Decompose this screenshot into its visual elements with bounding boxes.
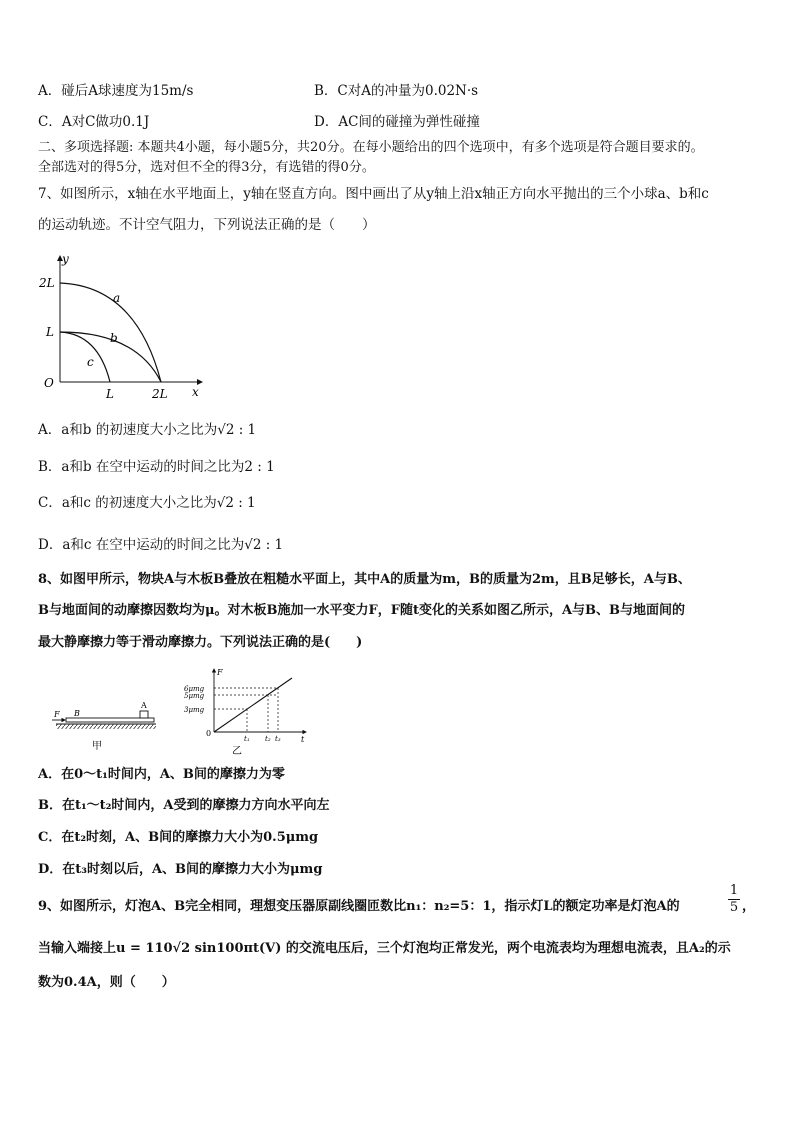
q7-tick-2L-x: 2L (152, 387, 168, 401)
q7-tick-L-x: L (106, 387, 114, 401)
q7-label-origin: O (44, 376, 54, 390)
q7-trajectory-figure (36, 250, 208, 402)
prev-option-b: B．C对A的冲量为0.02N·s (314, 83, 479, 99)
q7-option-b: B．a和b 在空中运动的时间之比为2 : 1 (38, 459, 275, 475)
q8-option-d: D．在t₃时刻以后，A、B间的摩擦力大小为μmg (38, 862, 323, 877)
q9-stem-line2: 当输入端接上u = 110√2 sin100πt(V) 的交流电压后，三个灯泡均正常发光，两个电流表均为理想电流表，且A₂的示 (38, 941, 731, 956)
q9-fraction (728, 884, 740, 915)
q7-label-curve-b: b (110, 331, 118, 345)
q8-jia-label-a: A (141, 701, 147, 710)
q9-fraction-tail: ， (742, 899, 756, 914)
q9-fraction-denominator: 5 (729, 900, 739, 915)
q7-curve-c (60, 332, 110, 382)
q8-option-a: A．在0～t₁时间内，A、B间的摩擦力为零 (38, 767, 285, 782)
q8-figure-yi (174, 664, 316, 758)
q8-yi-tick-3: 3μmg (184, 706, 205, 714)
q8-yi-label-t: t (301, 735, 305, 744)
q8-board-b (66, 718, 154, 722)
q8-jia-label-f: F (54, 710, 60, 719)
q8-yi-label-origin: 0 (206, 729, 212, 738)
q9-stem-line3: 数为0.4A，则（ ） (38, 975, 175, 990)
q7-tick-L-y: L (46, 325, 54, 339)
q8-stem-line1: 8、如图甲所示，物块A与木板B叠放在粗糙水平面上，其中A的质量为m，B的质量为2m，且B足够长，A与B、 (38, 572, 691, 587)
q7-stem-line2: 的运动轨迹。不计空气阻力，下列说法正确的是（ ） (38, 217, 376, 233)
q8-option-b: B．在t₁～t₂时间内，A受到的摩擦力方向水平向左 (38, 798, 330, 813)
q7-stem-line1: 7、如图所示，x轴在水平地面上，y轴在竖直方向。图中画出了从y轴上沿x轴正方向水平抛出的三个小球a、b和c (38, 186, 709, 202)
section-2-intro-line1: 二、多项选择题: 本题共4小题，每小题5分，共20分。在每小题给出的四个选项中，有多个选项是符合题目要求的。 (38, 140, 704, 155)
q7-label-curve-a: a (113, 291, 121, 305)
q7-option-c: C．a和c 的初速度大小之比为√2 : 1 (38, 495, 256, 511)
q7-tick-2L-y: 2L (39, 276, 55, 290)
q8-jia-label-b: B (74, 709, 80, 718)
q8-yi-tick-5: 5μmg (184, 692, 205, 700)
q8-yi-label-f: F (217, 668, 223, 677)
q8-ground-hatch (56, 724, 156, 729)
q8-stem-line2: B与地面间的动摩擦因数均为μ。对木板B施加一水平变力F，F随t变化的关系如图乙所示，A与B、B与地面间的 (38, 603, 686, 618)
q8-yi-tick-6: 6μmg (184, 685, 205, 693)
section-2-intro-line2: 全部选对的得5分，选对但不全的得3分，有选错的得0分。 (38, 160, 375, 175)
q7-label-curve-c: c (87, 355, 94, 369)
q8-option-c: C．在t₂时刻，A、B间的摩擦力大小为0.5μmg (38, 830, 319, 845)
q9-stem-line1: 9、如图所示，灯泡A、B完全相同，理想变压器原副线圈匝数比n₁：n₂=5：1，指示灯L的额定功率是灯泡A的 (38, 899, 680, 914)
q8-yi-tick-t1: t₁ (244, 735, 250, 743)
prev-option-c: C．A对C做功0.1J (38, 114, 150, 130)
q8-figure-jia (48, 696, 158, 754)
prev-option-d: D．AC间的碰撞为弹性碰撞 (314, 114, 480, 130)
q8-yi-f-line (214, 678, 292, 732)
q9-fraction-numerator: 1 (729, 883, 739, 898)
q8-block-a (140, 711, 148, 718)
prev-option-a: A．碰后A球速度为15m/s (38, 83, 194, 99)
q8-stem-line3: 最大静摩擦力等于滑动摩擦力。下列说法正确的是( ) (38, 635, 363, 650)
q8-yi-tick-t3: t₃ (275, 735, 281, 743)
q8-yi-caption: 乙 (232, 746, 242, 757)
q7-label-x: x (192, 385, 199, 399)
q7-option-a: A．a和b 的初速度大小之比为√2 : 1 (38, 422, 257, 438)
q7-option-d: D．a和c 在空中运动的时间之比为√2 : 1 (38, 537, 284, 553)
q7-label-y: y (62, 252, 69, 266)
q8-yi-tick-t2: t₂ (265, 735, 271, 743)
q8-jia-caption: 甲 (92, 741, 102, 752)
